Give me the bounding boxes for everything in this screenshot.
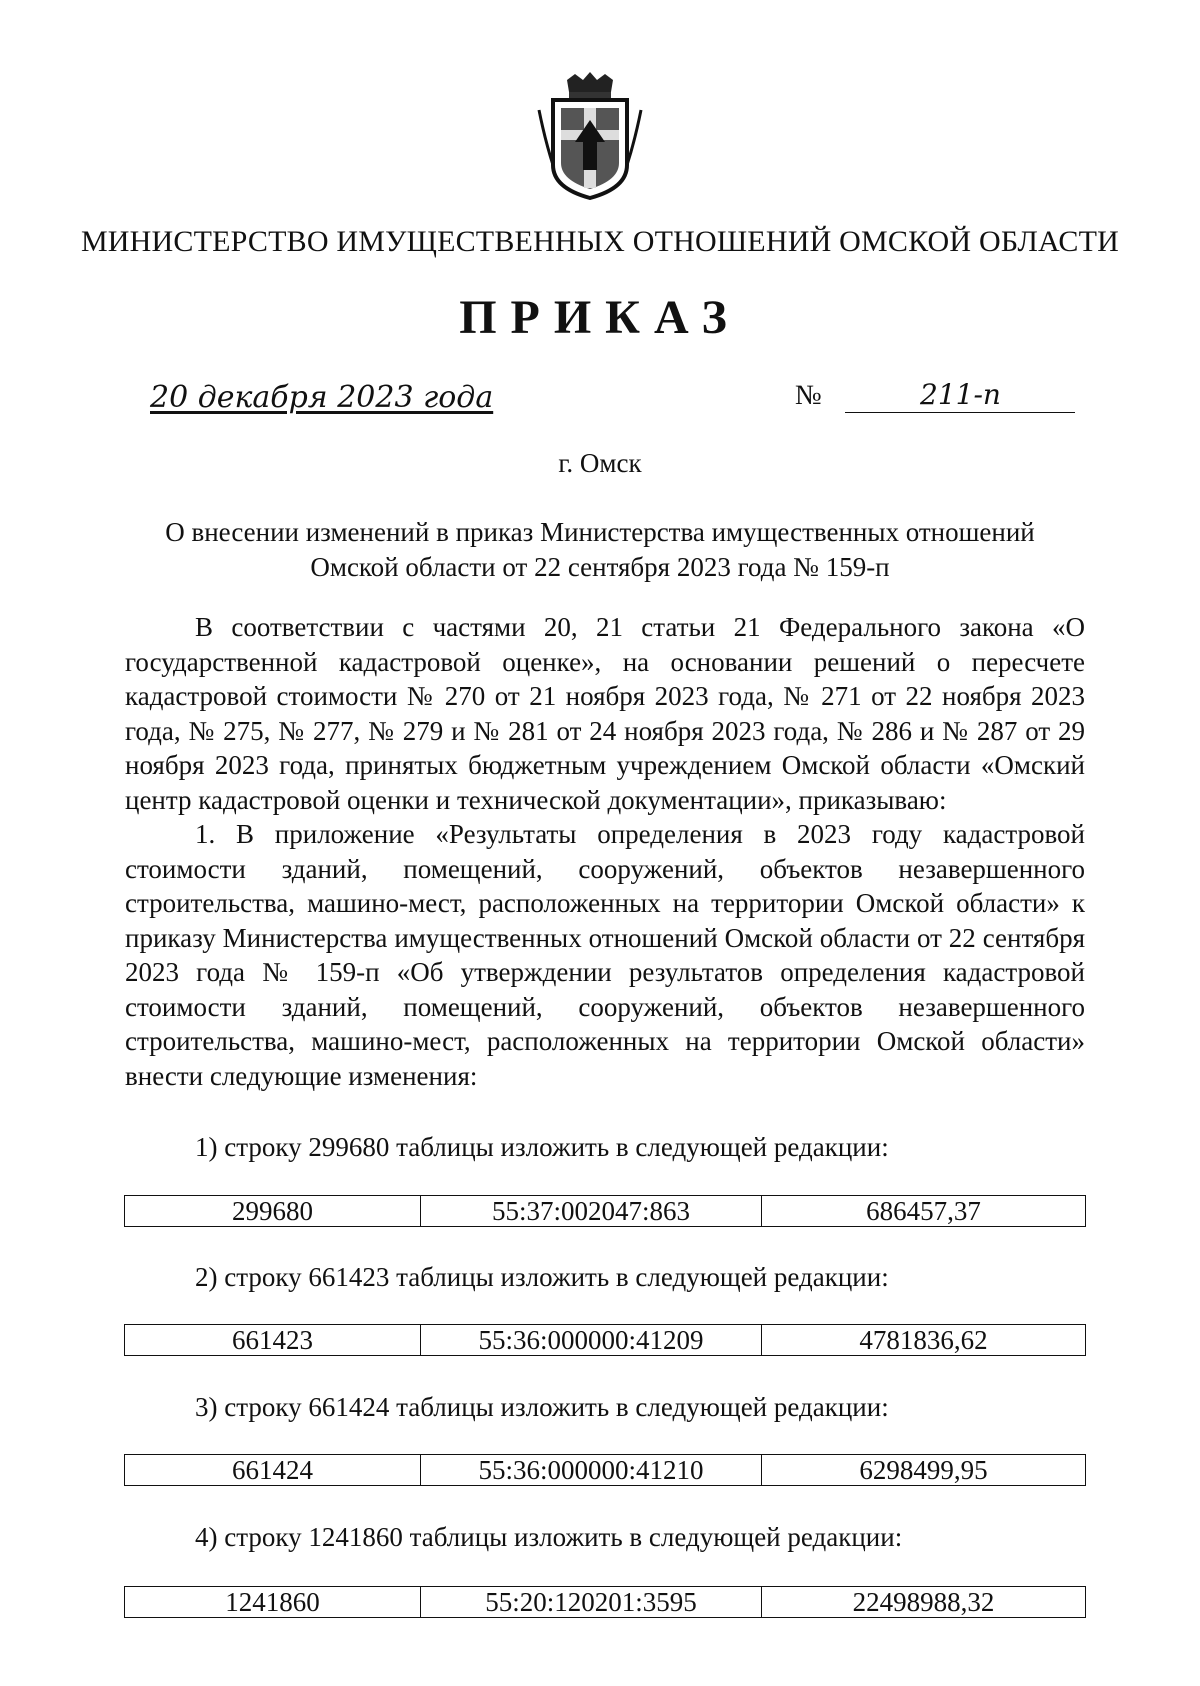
document-type-title: ПРИКАЗ [459,291,741,344]
body-paragraph-preamble: В соответствии с частями 20, 21 статьи 21 Федерального закона «О государственной кадастровой оценке», на основании решений о пересчете кадастровой стоимости № 270 от 21 ноября 2023 года, № 271 от 22 ноября 2023 года, № 275, № 277, № 279 и № 281 от 24 ноября 2023 года, № 286 и № 287 от 29 ноября 2023 года, принятых бюджетным учреждением Омской области «Омский центр кадастровой оценки и технической документации», приказываю: [125,612,1085,815]
cadastral-number-cell: 55:36:000000:41210 [421,1455,762,1485]
amendment-item: 3) строку 661424 таблицы изложить в следующей редакции: [195,1392,889,1422]
number-value: 211-п [920,378,1001,411]
city: г. Омск [558,448,642,478]
row-number-cell: 299680 [125,1196,421,1226]
amendment-item: 1) строку 299680 таблицы изложить в следующей редакции: [195,1132,889,1162]
ministry-name: МИНИСТЕРСТВО ИМУЩЕСТВЕННЫХ ОТНОШЕНИЙ ОМСКОЙ ОБЛАСТИ [80,225,1120,258]
amendment-item: 2) строку 661423 таблицы изложить в следующей редакции: [195,1262,889,1292]
omsk-coat-of-arms-icon [535,70,645,200]
cadastral-number-cell: 55:36:000000:41209 [421,1325,762,1355]
order-body [125,610,1085,1093]
number-underline [845,412,1075,413]
row-number-cell: 661423 [125,1325,421,1355]
cadastral-number-cell: 55:37:002047:863 [421,1196,762,1226]
cadastral-value-cell: 22498988,32 [852,1586,995,1617]
row-number-cell: 1241860 [125,1587,421,1617]
cadastral-value-cell: 6298499,95 [859,1454,988,1485]
order-subject [100,515,1100,585]
body-paragraph-item-1: 1. В приложение «Результаты определения в 2023 году кадастровой стоимости зданий, помещений, сооружений, объектов незавершенного строительства, машино-мест, расположенных на территории Омской области» к приказу Министерства имущественных отношений Омской области от 22 сентября 2023 года № 159-п «Об утверждении результатов определения кадастровой стоимости зданий, помещений, сооружений, объектов незавершенного строительства, машино-мест, расположенных на территории Омской области» внести следующие изменения: [125,819,1085,1091]
amendment-table-row [124,1454,1086,1486]
amendment-table-row [124,1586,1086,1618]
cadastral-value-cell: 686457,37 [866,1195,981,1226]
amendment-table-row [124,1195,1086,1227]
cadastral-value-cell: 4781836,62 [859,1324,988,1355]
cadastral-number-cell: 55:20:120201:3595 [421,1587,762,1617]
number-label: № [795,380,822,411]
order-date: 20 декабря 2023 года [150,380,494,415]
subject-line-1: О внесении изменений в приказ Министерства имущественных отношений [165,517,1035,547]
amendment-table-row [124,1324,1086,1356]
amendment-item: 4) строку 1241860 таблицы изложить в следующей редакции: [195,1522,903,1552]
order-number [795,380,1075,420]
row-number-cell: 661424 [125,1455,421,1485]
subject-line-2: Омской области от 22 сентября 2023 года № 159-п [310,552,890,582]
